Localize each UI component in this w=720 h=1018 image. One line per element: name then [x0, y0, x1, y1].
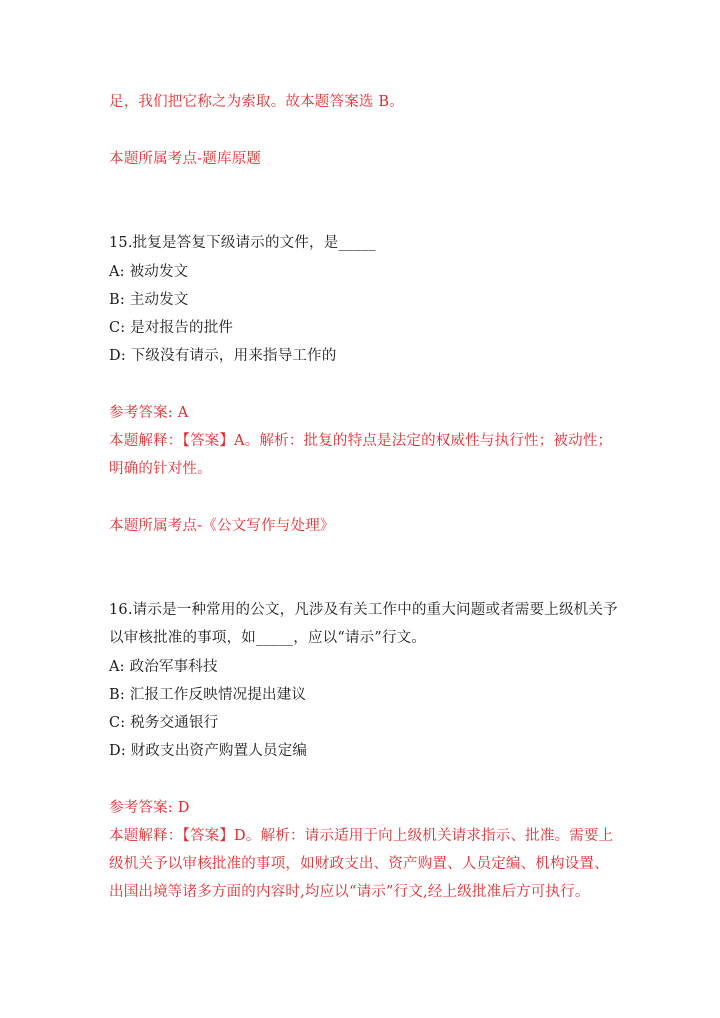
q15-stem: 15.批复是答复下级请示的文件，是_____: [109, 235, 376, 251]
q16-stem-line-2: 以审核批准的事项，如_____，应以“请示”行文。: [109, 630, 427, 646]
q16-explanation-line-1: 本题解释：【答案】D。解析：请示适用于向上级机关请求指示、批准。需要上: [109, 828, 614, 844]
q16-explanation-line-3: 出国出境等诸多方面的内容时,均应以“请示”行文,经上级批准后方可执行。: [109, 884, 590, 900]
q15-category: 本题所属考点-《公文写作与处理》: [109, 518, 335, 534]
q15-option-d: D: 下级没有请示，用来指导工作的: [109, 348, 337, 364]
q16-option-c: C: 税务交通银行: [109, 715, 219, 731]
q16-stem-line-1: 16.请示是一种常用的公文，凡涉及有关工作中的重大问题或者需要上级机关予: [109, 602, 618, 618]
q15-option-b: B: 主动发文: [109, 292, 189, 308]
q16-option-a: A: 政治军事科技: [109, 659, 218, 675]
q15-option-a: A: 被动发文: [109, 264, 189, 280]
q16-explanation-line-2: 级机关予以审核批准的事项，如财政支出、资产购置、人员定编、机构设置、: [109, 856, 609, 872]
q16-option-d: D: 财政支出资产购置人员定编: [109, 743, 308, 759]
q16-answer: 参考答案: D: [109, 800, 190, 816]
q15-option-c: C: 是对报告的批件: [109, 320, 234, 336]
previous-explanation-tail: 足，我们把它称之为索取。故本题答案选 B。: [109, 94, 404, 110]
q15-explanation-line-1: 本题解释：【答案】A。解析：批复的特点是法定的权威性与执行性；被动性；: [109, 433, 613, 449]
previous-category: 本题所属考点-题库原题: [109, 151, 262, 167]
q16-option-b: B: 汇报工作反映情况提出建议: [109, 687, 307, 703]
q15-answer: 参考答案: A: [109, 405, 189, 421]
q15-explanation-line-2: 明确的针对性。: [109, 461, 212, 477]
